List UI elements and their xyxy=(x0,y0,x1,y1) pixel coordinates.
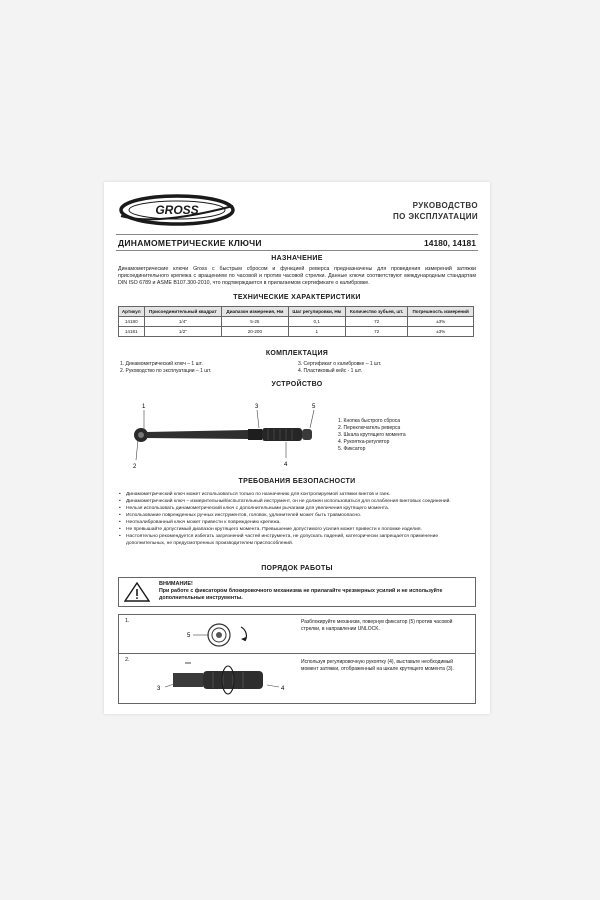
step-2-illustration xyxy=(143,657,293,701)
list-item: 1. Динамометрический ключ – 1 шт. xyxy=(120,361,203,367)
warning-text: При работе с фиксатором блокировочного механизма не прилагайте чрезмерных усилий и не используйте дополнительные инструменты. xyxy=(159,588,443,601)
device-legend xyxy=(338,418,406,453)
table-cell: 1 xyxy=(288,327,345,337)
table-cell: 20-200 xyxy=(222,327,288,337)
instruction-sheet xyxy=(104,182,490,714)
legend-item: 2. Переключатель реверса xyxy=(338,425,401,431)
legend-item: 3. Шкала крутящего момента xyxy=(338,432,406,438)
step-number: 1. xyxy=(125,618,130,624)
callout-1: 1 xyxy=(142,404,146,410)
doc-title-line1: РУКОВОДСТВО xyxy=(412,201,478,210)
section-heading-safety: ТРЕБОВАНИЯ БЕЗОПАСНОСТИ xyxy=(238,478,356,485)
table-cell: 14181 xyxy=(119,327,145,337)
legend-item: 1. Кнопка быстрого сброса xyxy=(338,418,401,424)
column-header: Шаг регулировки, Нм xyxy=(288,307,345,317)
step-1-illustration xyxy=(175,619,285,651)
legend-item: 4. Рукоятка-регулятор xyxy=(338,439,390,445)
column-header: Присоединительный квадрат xyxy=(144,307,222,317)
kit-list-left xyxy=(120,361,211,375)
callout-4: 4 xyxy=(281,686,285,692)
table-cell: ±3% xyxy=(408,327,474,337)
table-cell: 14180 xyxy=(119,317,145,327)
column-header: Диапазон измерения, Нм xyxy=(222,307,288,317)
table-cell: 5-25 xyxy=(222,317,288,327)
callout-4: 4 xyxy=(284,462,288,468)
kit-list-right xyxy=(298,361,381,375)
divider xyxy=(116,234,478,235)
table-cell: 72 xyxy=(345,317,407,327)
table-row xyxy=(119,327,474,337)
table-row xyxy=(119,317,474,327)
procedure-steps xyxy=(118,614,476,704)
list-item: • Использование поврежденных ручных инструментов, головок, удлинителей может быть травмоопасно. xyxy=(118,512,478,519)
table-cell: 1/4" xyxy=(144,317,222,327)
step-1-text: Разблокируйте механизм, повернув фиксатор (5) против часовой стрелки, в направлении UNLOCK. xyxy=(301,619,453,632)
callout-3: 3 xyxy=(255,404,259,410)
column-header: Погрешность измерений xyxy=(408,307,474,317)
section-heading-device: УСТРОЙСТВО xyxy=(271,381,323,388)
purpose-text: Динамометрические ключи Gross с быстрым сбросом и функцией реверса предназначены для проведения измерений затяжки присоединительного крепежа с вращением по часовой и против часовой стрелки. Данные ключи соответствуют международным стандартам DIN ISO 6789 и ASME B107.300-2010, что подтверждается в прилагаемом сертификате о калибровке. xyxy=(118,266,476,286)
document-title xyxy=(393,200,478,222)
list-item: • Нельзя использовать динамометрический ключ с дополнительными рычагами для увеличения крутящего момента. xyxy=(118,505,478,512)
list-item: 3. Сертификат о калибровке – 1 шт. xyxy=(298,361,382,367)
step-number: 2. xyxy=(125,657,130,663)
safety-list xyxy=(118,491,478,547)
section-heading-procedure: ПОРЯДОК РАБОТЫ xyxy=(261,565,333,572)
warning-box xyxy=(118,577,476,607)
table-header-row xyxy=(119,307,474,317)
section-heading-kit: КОМПЛЕКТАЦИЯ xyxy=(265,350,329,357)
divider xyxy=(119,653,475,654)
column-header: Количество зубьев, шт. xyxy=(345,307,407,317)
section-heading-purpose: НАЗНАЧЕНИЕ xyxy=(271,255,323,262)
table-cell: 0,1 xyxy=(288,317,345,327)
table-cell: 72 xyxy=(345,327,407,337)
legend-item: 5. Фиксатор xyxy=(338,446,366,452)
divider xyxy=(116,250,478,251)
column-header: Артикул xyxy=(119,307,145,317)
callout-2: 2 xyxy=(133,464,137,470)
specs-table xyxy=(118,306,474,337)
list-item: • Настоятельно рекомендуется избегать загрязнений частей инструмента, не допускать падений, категорически запрещается применение дополнительных, не предусмотренных производителем приспособлений. xyxy=(118,533,478,547)
torque-wrench-diagram xyxy=(128,398,478,470)
list-item: 4. Пластиковый кейс - 1 шт. xyxy=(298,368,362,374)
list-item: 2. Руководство по эксплуатации – 1 шт. xyxy=(120,368,212,374)
list-item: • Неоткалиброванный ключ может привести к повреждению крепежа. xyxy=(118,519,478,526)
callout-3: 3 xyxy=(157,686,161,692)
product-title: ДИНАМОМЕТРИЧЕСКИЕ КЛЮЧИ xyxy=(118,238,262,248)
step-2-text: Используя регулировочную рукоятку (4), выставьте необходимый момент затяжки, отображенный на шкале крутящего момента (3). xyxy=(301,659,454,672)
callout-5: 5 xyxy=(187,633,191,639)
brand-name: GROSS xyxy=(155,203,199,217)
list-item: • Динамометрический ключ может использоваться только по назначению для контролируемой затяжки винтов и гаек. xyxy=(118,491,478,498)
list-item: • Не превышайте допустимый диапазон крутящего момента. Превышение допустимого усилия может привести к поломке изделия. xyxy=(118,526,478,533)
warning-title: ВНИМАНИЕ! xyxy=(159,581,193,587)
table-cell: 1/2" xyxy=(144,327,222,337)
table-cell: ±3% xyxy=(408,317,474,327)
product-codes: 14180, 14181 xyxy=(424,238,476,248)
doc-title-line2: ПО ЭКСПЛУАТАЦИИ xyxy=(392,212,478,221)
callout-5: 5 xyxy=(312,404,316,410)
list-item: • Динамометрический ключ – измерительный/испытательный инструмент, он не должен использоваться для ослабления винтовых соединений. xyxy=(118,498,478,505)
warning-icon xyxy=(124,582,150,602)
gross-logo xyxy=(117,192,237,228)
section-heading-specs: ТЕХНИЧЕСКИЕ ХАРАКТЕРИСТИКИ xyxy=(233,294,361,301)
